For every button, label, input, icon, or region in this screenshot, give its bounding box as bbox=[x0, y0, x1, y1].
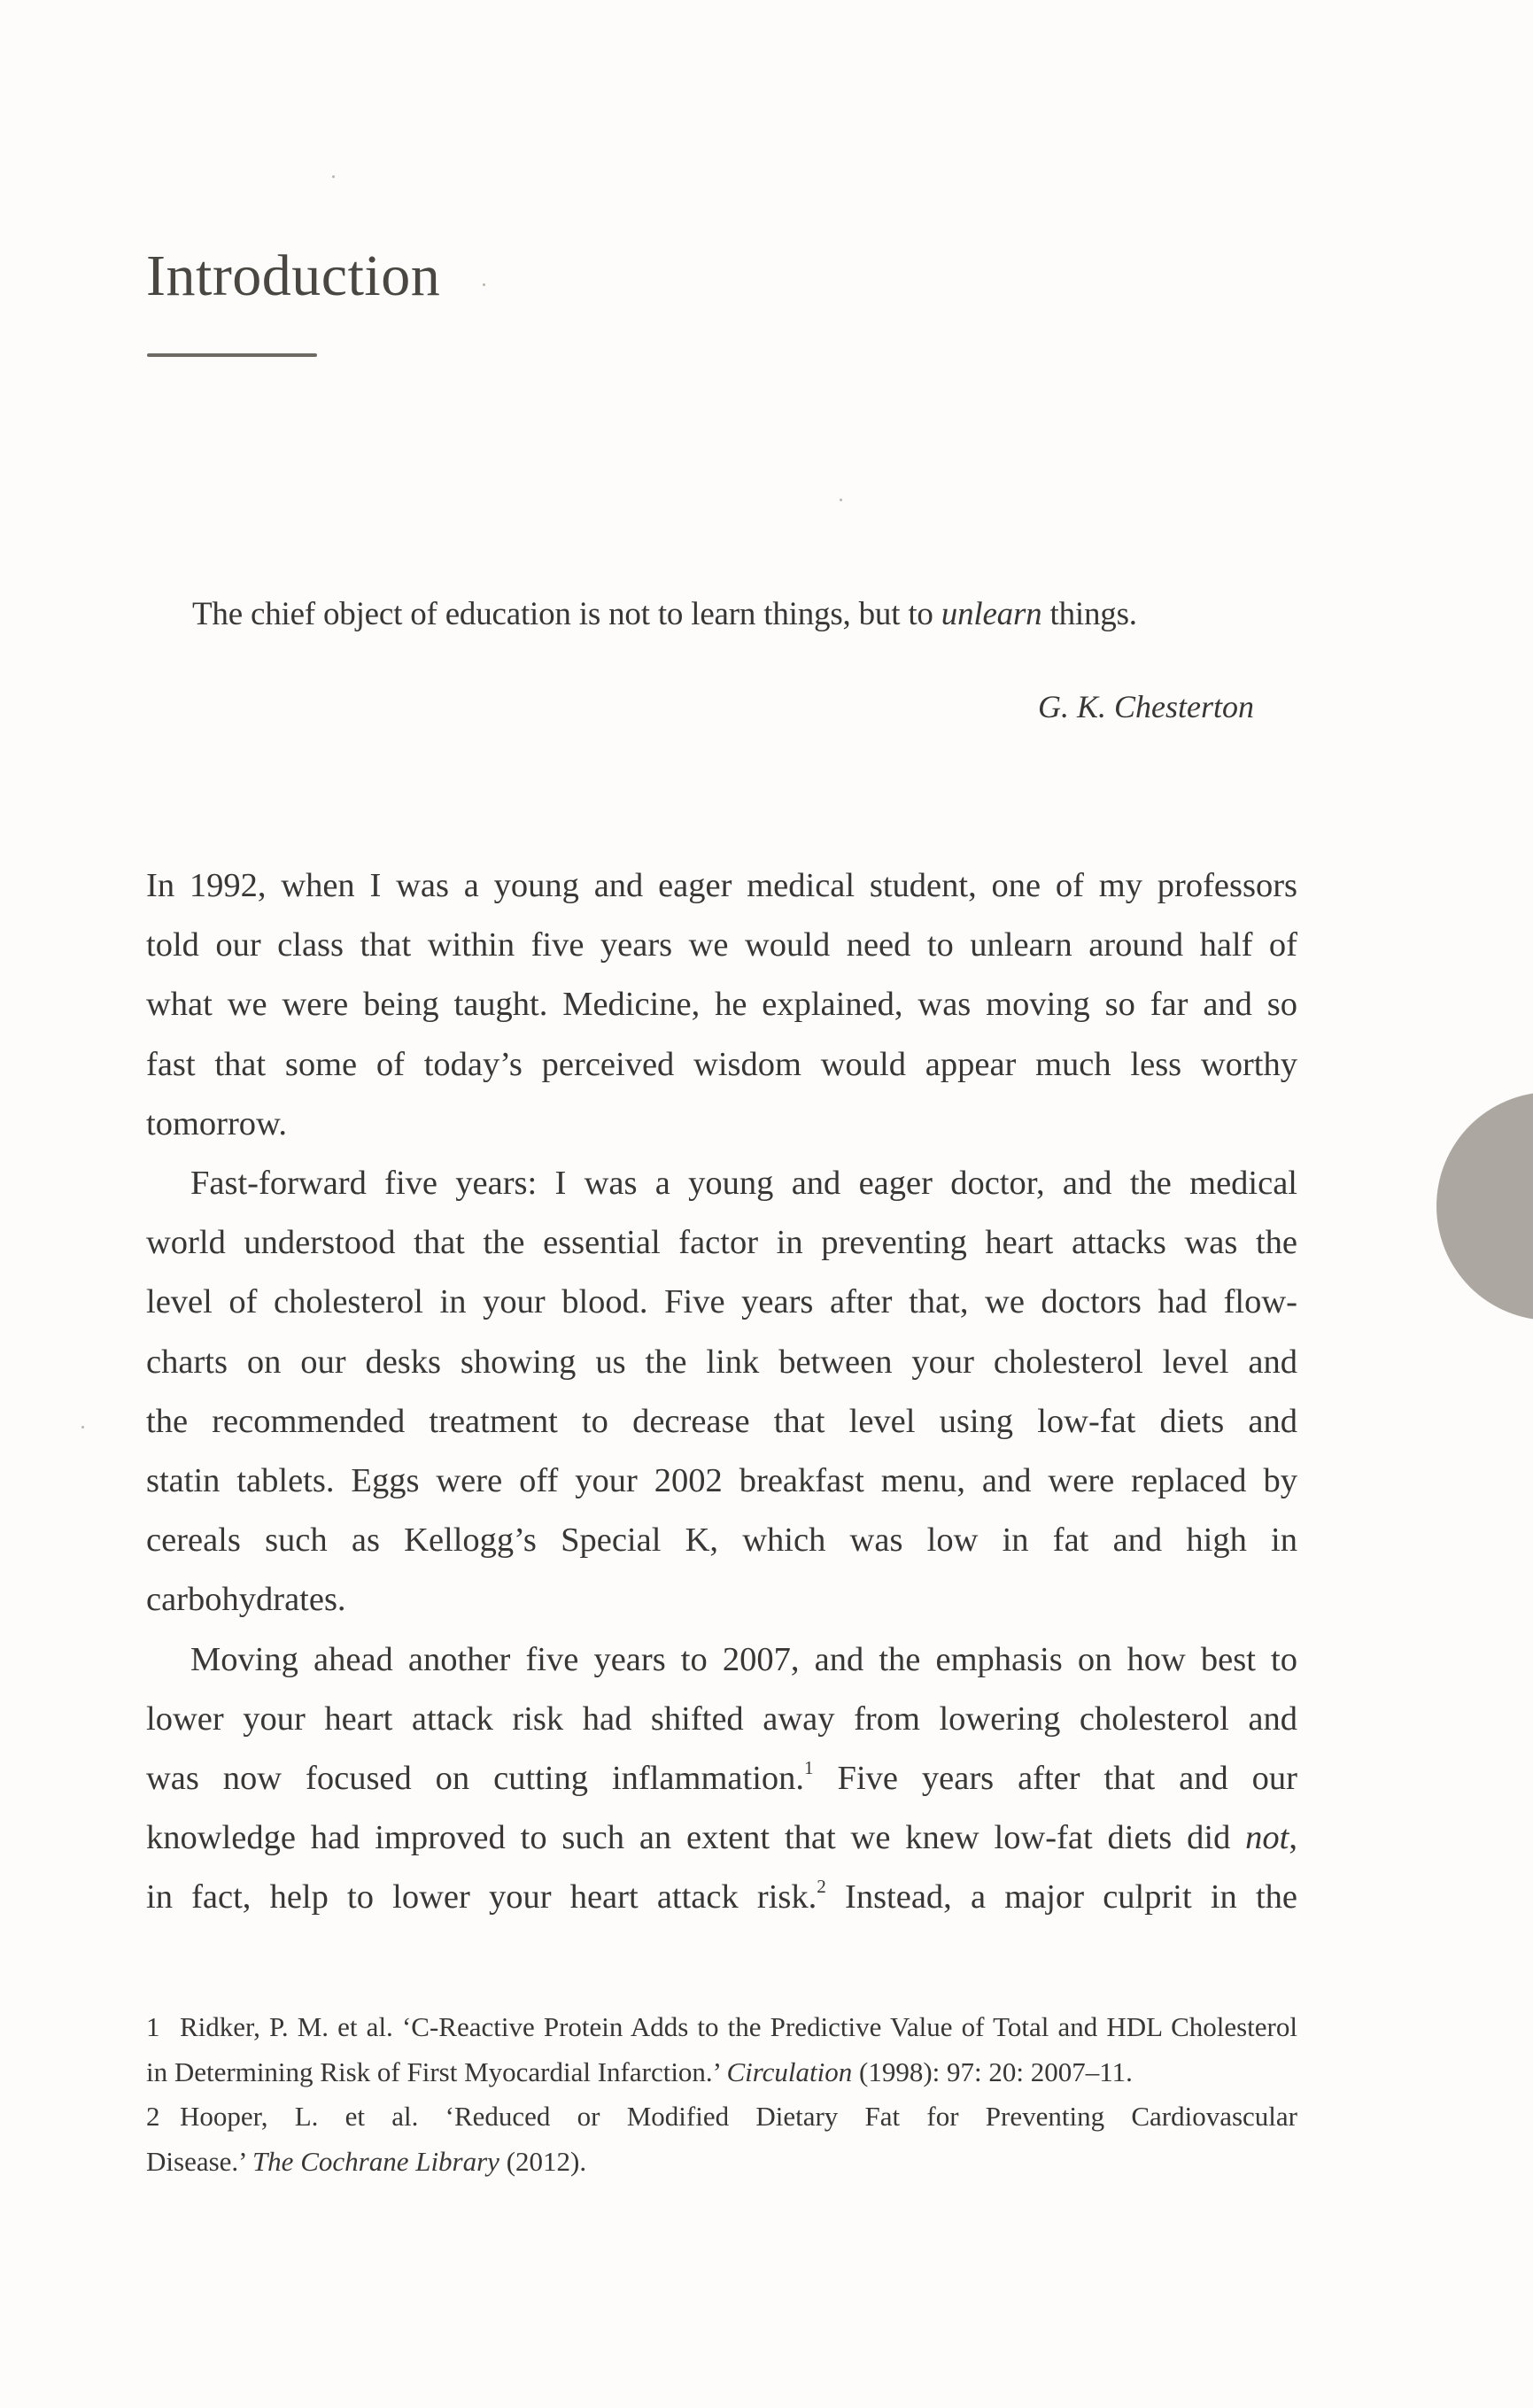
text-fragment: , bbox=[1289, 1819, 1297, 1857]
text-line bbox=[146, 1808, 1297, 1868]
emphasis-text: not bbox=[1245, 1819, 1289, 1857]
footnote-text: (2012). bbox=[499, 2145, 587, 2177]
text-line: the recommended treatment to decrease that level using low-fat diets and bbox=[146, 1402, 1297, 1440]
paragraph-2 bbox=[146, 1154, 1297, 1630]
text-line: statin tablets. Eggs were off your 2002 breakfast menu, and were replaced by bbox=[146, 1462, 1297, 1500]
text-fragment: was now focused on cutting inflammation. bbox=[146, 1760, 805, 1798]
footnote-text: Disease.’ bbox=[146, 2145, 252, 2177]
text-fragment: knowledge had improved to such an extent that we knew low-fat diets did bbox=[146, 1819, 1246, 1857]
paragraph-3 bbox=[146, 1630, 1297, 1928]
text-line: cereals such as Kellogg’s Special K, which was low in fat and high in bbox=[146, 1521, 1297, 1560]
epigraph-attribution: G. K. Chesterton bbox=[1038, 689, 1255, 724]
epigraph-quote-text-end: things. bbox=[1041, 596, 1137, 632]
footnote-text: (1998): 97: 20: 2007–11. bbox=[852, 2056, 1133, 2087]
text-line: fast that some of today’s perceived wisdom would appear much less worthy bbox=[146, 1045, 1297, 1083]
footnote-number: 2 bbox=[146, 2101, 160, 2132]
footnote-journal: Circulation bbox=[726, 2056, 853, 2087]
text-line: In 1992, when I was a young and eager medical student, one of my professors bbox=[146, 867, 1297, 904]
epigraph-quote-emphasis: unlearn bbox=[941, 596, 1042, 632]
text-line: told our class that within five years we would need to unlearn around half of bbox=[146, 926, 1297, 964]
footnote-line bbox=[146, 2140, 1297, 2185]
paper-speck bbox=[332, 175, 335, 178]
footnote-line bbox=[146, 2094, 1297, 2140]
footnote-journal: The Cochrane Library bbox=[252, 2145, 499, 2177]
footnote-2 bbox=[146, 2094, 1297, 2184]
footnote-text: Hooper, L. et al. ‘Reduced or Modified Dietary Fat for Preventing Cardiovascular bbox=[180, 2101, 1297, 2132]
title-rule-divider bbox=[147, 353, 317, 357]
paragraph-1 bbox=[146, 856, 1297, 1154]
text-fragment: Five years after that and our bbox=[813, 1760, 1297, 1798]
footnote-text: Ridker, P. M. et al. ‘C-Reactive Protein Adds to the Predictive Value of Total and HDL Cholesterol bbox=[180, 2011, 1297, 2042]
paper-speck bbox=[840, 499, 842, 501]
text-line: what we were being taught. Medicine, he explained, was moving so far and so bbox=[146, 986, 1297, 1024]
text-line-with-footnote bbox=[146, 1868, 1297, 1927]
text-fragment: in fact, help to lower your heart attack risk. bbox=[146, 1878, 817, 1916]
text-line: Moving ahead another five years to 2007, and the emphasis on how best to bbox=[190, 1640, 1297, 1678]
text-line: charts on our desks showing us the link between your cholesterol level and bbox=[146, 1343, 1297, 1381]
chapter-thumb-tab bbox=[1436, 1092, 1533, 1320]
text-line: tomorrow. bbox=[146, 1104, 287, 1142]
footnote-number: 1 bbox=[146, 2011, 160, 2042]
text-line: lower your heart attack risk had shifted away from lowering cholesterol and bbox=[146, 1700, 1297, 1738]
footnote-1 bbox=[146, 2005, 1297, 2094]
footnote-ref-1[interactable]: 1 bbox=[804, 1757, 814, 1779]
paper-speck bbox=[81, 1426, 84, 1429]
footnote-line bbox=[146, 2005, 1297, 2050]
footnote-ref-2[interactable]: 2 bbox=[817, 1876, 826, 1898]
text-line: carbohydrates. bbox=[146, 1581, 346, 1619]
epigraph-quote-text: The chief object of education is not to learn things, but to bbox=[192, 596, 941, 632]
text-line: level of cholesterol in your blood. Five years after that, we doctors had flow- bbox=[146, 1283, 1297, 1321]
text-line: world understood that the essential factor in preventing heart attacks was the bbox=[146, 1224, 1297, 1262]
text-fragment: Instead, a major culprit in the bbox=[825, 1878, 1297, 1916]
text-line: Fast-forward five years: I was a young and eager doctor, and the medical bbox=[190, 1165, 1297, 1203]
epigraph bbox=[192, 592, 1255, 638]
footnotes bbox=[146, 2005, 1297, 2184]
epigraph-quote bbox=[192, 592, 1255, 638]
body-text bbox=[146, 856, 1297, 1928]
footnote-text: in Determining Risk of First Myocardial Infarction.’ bbox=[146, 2056, 727, 2087]
footnote-line bbox=[146, 2050, 1297, 2095]
paper-speck bbox=[483, 283, 485, 286]
chapter-title: Introduction bbox=[146, 244, 441, 308]
text-line-with-footnote bbox=[146, 1749, 1297, 1808]
